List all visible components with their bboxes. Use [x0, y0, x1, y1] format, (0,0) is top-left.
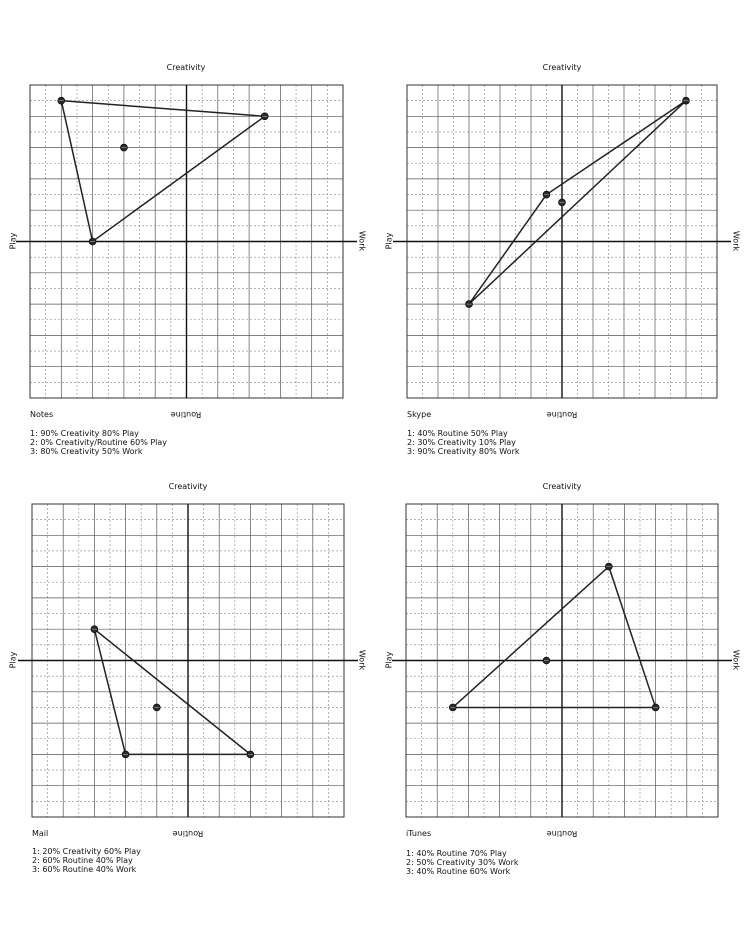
series-triangle	[453, 567, 656, 708]
axis-label-left: Play	[8, 232, 18, 250]
axis-label-left: Play	[384, 651, 394, 669]
axis-label-right: Work	[731, 230, 741, 252]
note-line: 1: 90% Creativity 80% Play	[30, 429, 139, 438]
quadrant-plot	[375, 0, 750, 470]
note-line: 1: 20% Creativity 60% Play	[32, 847, 141, 856]
app-name: Notes	[30, 410, 54, 419]
axis-label-top: Creativity	[542, 63, 582, 72]
axis-label-top: Creativity	[168, 482, 208, 491]
app-name: Skype	[407, 410, 432, 419]
note-line: 2: 60% Routine 40% Play	[32, 856, 133, 865]
note-line: 3: 80% Creativity 50% Work	[30, 447, 143, 456]
note-line: 1: 40% Routine 70% Play	[406, 849, 507, 858]
note-line: 2: 30% Creativity 10% Play	[407, 438, 516, 447]
chart-panel-itunes	[375, 419, 750, 889]
note-line: 3: 40% Routine 60% Work	[406, 867, 511, 876]
axis-label-bottom: Routine	[172, 829, 204, 838]
axis-label-bottom: Routine	[546, 410, 578, 419]
chart-panel-skype	[375, 0, 750, 470]
note-line: 3: 60% Routine 40% Work	[32, 865, 137, 874]
axis-label-right: Work	[357, 649, 367, 671]
axis-label-left: Play	[8, 651, 18, 669]
quadrant-plot	[0, 0, 375, 470]
note-line: 2: 0% Creativity/Routine 60% Play	[30, 438, 168, 447]
series-triangle	[61, 101, 264, 242]
note-line: 3: 90% Creativity 80% Work	[407, 447, 520, 456]
notes-list	[406, 849, 519, 876]
axis-label-top: Creativity	[166, 63, 206, 72]
axis-label-bottom: Routine	[546, 829, 578, 838]
chart-panel-mail	[0, 419, 375, 889]
axis-label-left: Play	[384, 232, 394, 250]
axis-label-right: Work	[357, 230, 367, 252]
app-name: iTunes	[406, 829, 432, 838]
axis-label-top: Creativity	[542, 482, 582, 491]
chart-panel-notes	[0, 0, 375, 470]
notes-list	[32, 847, 141, 874]
quadrant-plot	[375, 419, 750, 889]
axis-label-bottom: Routine	[170, 410, 202, 419]
note-line: 2: 50% Creativity 30% Work	[406, 858, 519, 867]
note-line: 1: 40% Routine 50% Play	[407, 429, 508, 438]
axis-label-right: Work	[731, 649, 741, 671]
quadrant-plot	[0, 419, 375, 889]
app-name: Mail	[32, 829, 49, 838]
